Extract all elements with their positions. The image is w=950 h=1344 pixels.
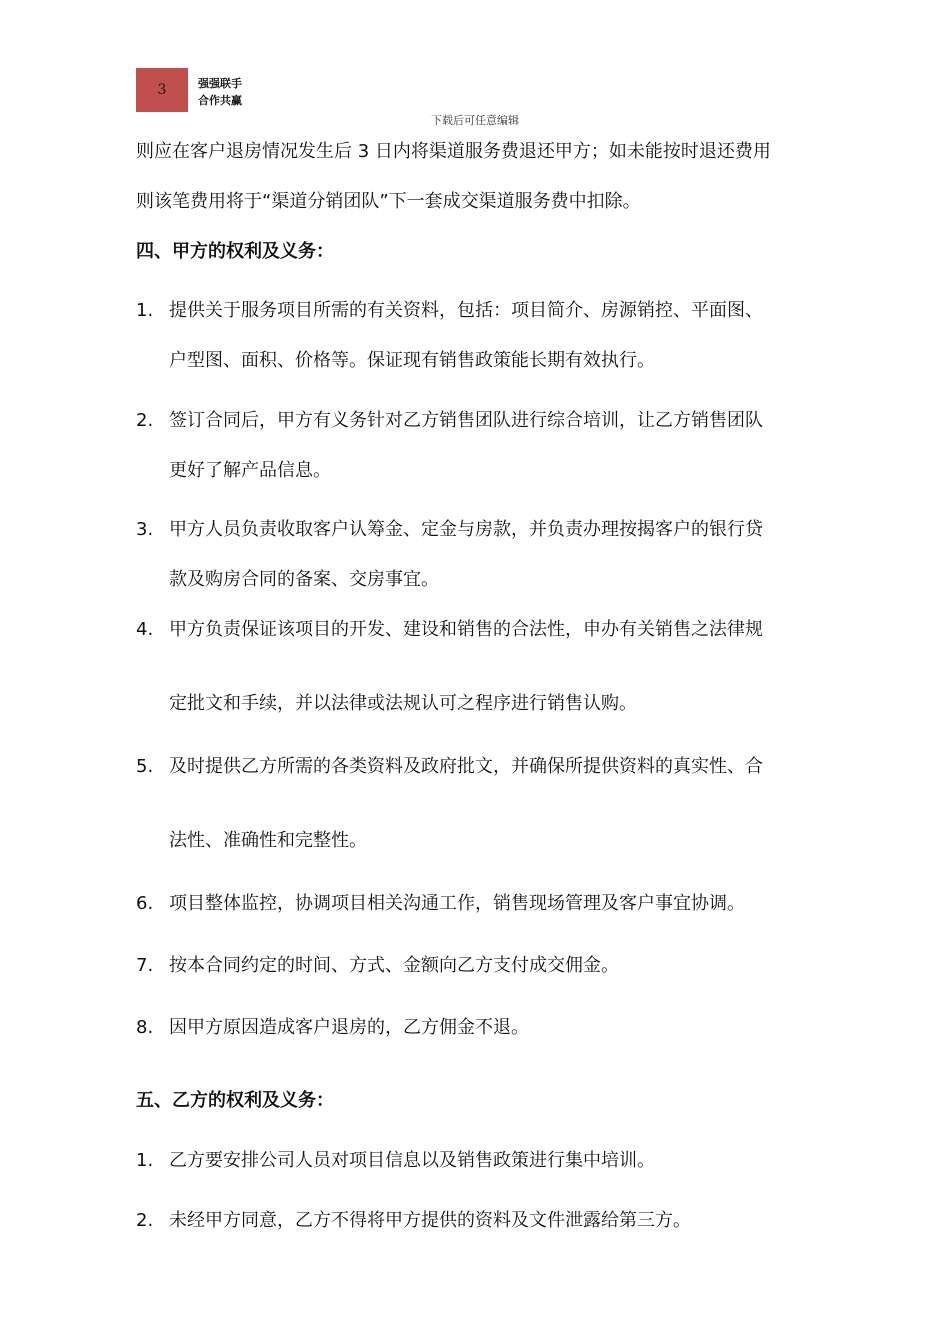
- s4-item-7-number: 7.: [136, 955, 154, 976]
- s4-item-2-number: 2.: [136, 410, 154, 431]
- s4-item-5-line-1: 及时提供乙方所需的各类资料及政府批文，并确保所提供资料的真实性、合: [169, 756, 763, 777]
- s4-item-1-line-2: 户型图、面积、价格等。保证现有销售政策能长期有效执行。: [169, 350, 655, 371]
- s4-item-3-line-2: 款及购房合同的备案、交房事宜。: [169, 569, 439, 590]
- s4-item-6-number: 6.: [136, 893, 154, 914]
- s5-item-1-number: 1.: [136, 1150, 154, 1171]
- s4-item-5-line-2: 法性、准确性和完整性。: [169, 830, 367, 851]
- s5-item-2-line-1: 未经甲方同意，乙方不得将甲方提供的资料及文件泄露给第三方。: [169, 1210, 691, 1231]
- s4-item-1-line-1: 提供关于服务项目所需的有关资料，包括：项目简介、房源销控、平面图、: [169, 300, 763, 321]
- s4-item-2-line-2: 更好了解产品信息。: [169, 460, 331, 481]
- s4-item-3-line-1: 甲方人员负责收取客户认筹金、定金与房款，并负责办理按揭客户的银行贷: [169, 519, 763, 540]
- intro-line-2: 则该笔费用将于“渠道分销团队”下一套成交渠道服务费中扣除。: [136, 191, 641, 212]
- slogan-line-2: 合作共赢: [198, 94, 242, 107]
- s4-item-4-line-2: 定批文和手续，并以法律或法规认可之程序进行销售认购。: [169, 693, 637, 714]
- s4-item-4-line-1: 甲方负责保证该项目的开发、建设和销售的合法性，申办有关销售之法律规: [169, 619, 763, 640]
- slogan-line-1: 强强联手: [198, 77, 242, 90]
- s5-item-2-number: 2.: [136, 1210, 154, 1231]
- s4-item-5-number: 5.: [136, 756, 154, 777]
- s4-item-2-line-1: 签订合同后，甲方有义务针对乙方销售团队进行综合培训，让乙方销售团队: [169, 410, 763, 431]
- s4-item-3-number: 3.: [136, 519, 154, 540]
- download-note: 下载后可任意编辑: [431, 114, 519, 127]
- page-number-badge: 3: [136, 68, 188, 112]
- s4-item-8-line-1: 因甲方原因造成客户退房的，乙方佣金不退。: [169, 1017, 529, 1038]
- s4-item-6-line-1: 项目整体监控，协调项目相关沟通工作，销售现场管理及客户事宜协调。: [169, 893, 745, 914]
- s4-item-4-number: 4.: [136, 619, 154, 640]
- s4-item-8-number: 8.: [136, 1017, 154, 1038]
- intro-line-1: 则应在客户退房情况发生后 3 日内将渠道服务费退还甲方；如未能按时退还费用: [136, 141, 771, 162]
- s5-item-1-line-1: 乙方要安排公司人员对项目信息以及销售政策进行集中培训。: [169, 1150, 655, 1171]
- header-slogan: [198, 75, 242, 109]
- section-4-title: 四、甲方的权利及义务：: [136, 241, 334, 262]
- section-5-title: 五、乙方的权利及义务：: [136, 1090, 334, 1111]
- s4-item-1-number: 1.: [136, 300, 154, 321]
- s4-item-7-line-1: 按本合同约定的时间、方式、金额向乙方支付成交佣金。: [169, 955, 619, 976]
